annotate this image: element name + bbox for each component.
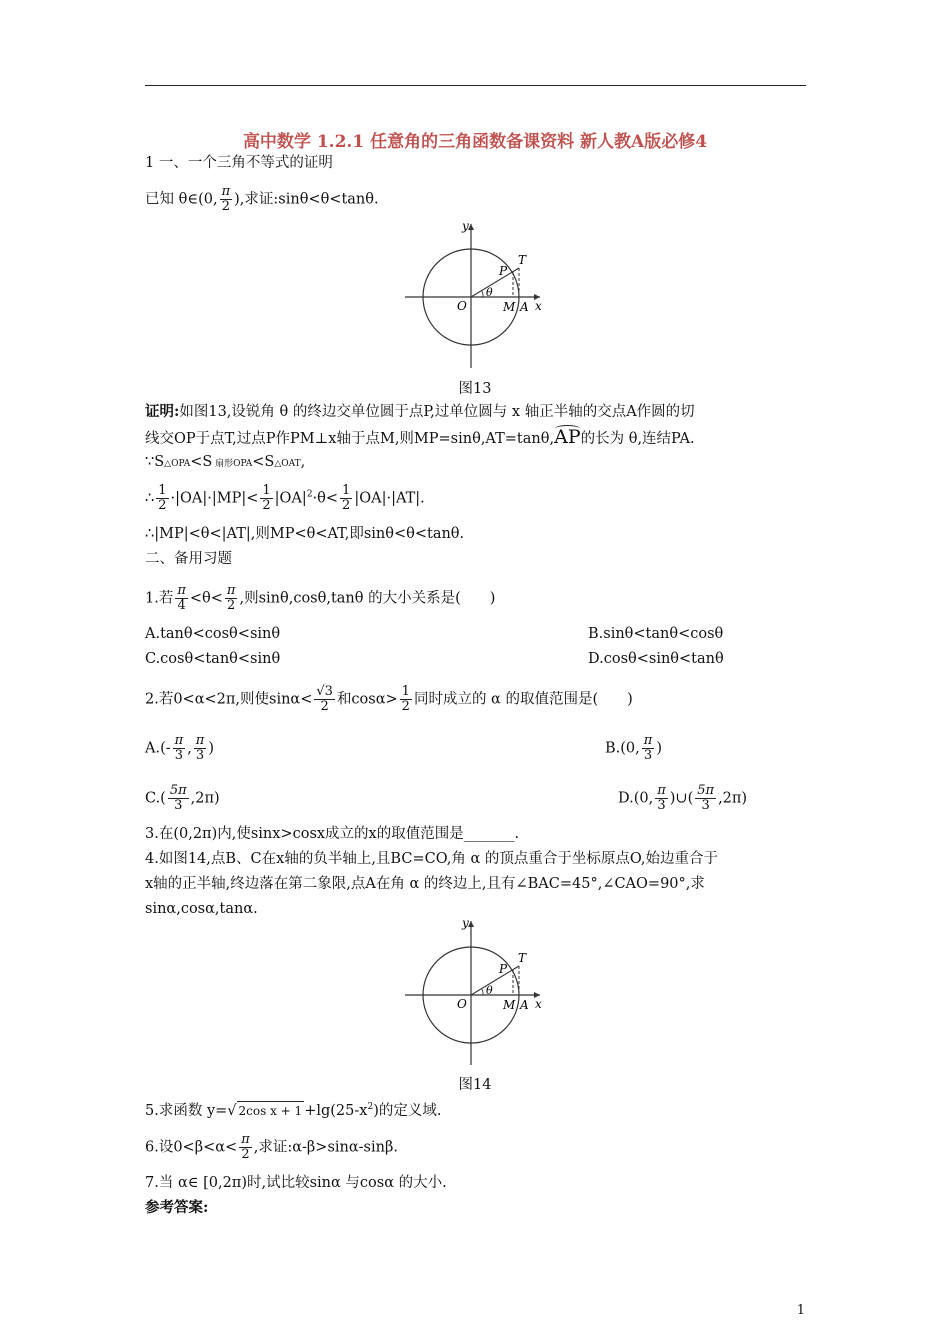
frac-den: 2 xyxy=(158,498,167,513)
frac-den: 3 xyxy=(174,748,184,763)
q2-post: 同时成立的 α 的取值范围是( ) xyxy=(413,691,633,708)
t4e: |OA|·|AT|. xyxy=(354,490,425,507)
b-pre: B.(0, xyxy=(605,740,640,757)
q1-pre: 1.若 xyxy=(145,590,174,607)
proof-line-1 xyxy=(145,403,695,421)
frac xyxy=(173,734,186,763)
frac xyxy=(194,734,207,763)
q2-pre: 2.若0<α<2π,则使sinα< xyxy=(145,691,313,708)
label-theta: θ xyxy=(486,984,493,997)
fraction-pi-over-2 xyxy=(220,185,233,214)
given-text-post: ),求证:sinθ<θ<tanθ. xyxy=(234,191,379,208)
q1-option-A: A.tanθ<cosθ<sinθ xyxy=(145,626,281,642)
question-5: 5.求函数 y=√ 2cos $x + 1 +\lg(25-x^2)$的定义域. xyxy=(145,1102,442,1119)
sub-OPA: △OPA xyxy=(164,459,191,469)
frac-num: 1 xyxy=(342,483,351,498)
angle-arc xyxy=(482,291,483,297)
frac-den: 4 xyxy=(177,598,186,613)
frac-num: π xyxy=(657,783,666,798)
frac xyxy=(168,784,189,813)
label-y: y xyxy=(462,219,469,233)
label-theta: θ xyxy=(486,286,493,299)
label-T: T xyxy=(518,951,527,965)
frac-num: 1 xyxy=(158,483,167,498)
frac-num: 1 xyxy=(262,483,271,498)
frac xyxy=(642,734,655,763)
t3b: <S xyxy=(190,454,213,470)
t3a: ∵S xyxy=(145,454,165,470)
proof-line-3 xyxy=(145,453,305,473)
unit-circle-figure-13 xyxy=(400,218,550,373)
label-M: M xyxy=(503,300,516,314)
sub-OAT: △OAT xyxy=(274,459,301,469)
sup-2: 2 xyxy=(306,489,313,500)
q5-post: )的定义域. xyxy=(373,1102,442,1119)
sup-2: 2 xyxy=(367,1102,374,1112)
proof-text-2b: 的长为 θ,连结PA. xyxy=(580,431,695,447)
frac-den: 3 xyxy=(195,748,205,763)
label-P: P xyxy=(499,962,508,976)
frac-den: 2 xyxy=(227,598,236,613)
label-y: y xyxy=(462,916,469,930)
t3d: , xyxy=(300,454,306,470)
question-6 xyxy=(145,1133,398,1162)
q5-pre: 5.求函数 y= xyxy=(145,1102,228,1119)
question-2 xyxy=(145,685,633,714)
q6-post: ,求证:α-β>sinα-sinβ. xyxy=(253,1139,398,1156)
t4b: ·|OA|·|MP|< xyxy=(170,490,259,507)
label-P: P xyxy=(499,264,508,278)
frac-den: 3 xyxy=(657,798,666,813)
frac-pi-2 xyxy=(225,584,238,613)
unit-circle-figure-14 xyxy=(400,915,550,1070)
q2-option-A xyxy=(145,734,214,763)
b-post: ) xyxy=(656,740,662,757)
d-mid: )∪( xyxy=(669,790,694,807)
q5-mid: +lg(25-x xyxy=(304,1102,368,1119)
a-pre: A.(- xyxy=(145,740,171,757)
question-4-line-3: sinα,cosα,tanα. xyxy=(145,901,258,917)
q1-post: ,则sinθ,cosθ,tanθ 的大小关系是( ) xyxy=(239,590,496,607)
frac-den: 3 xyxy=(643,748,653,763)
frac-num: π xyxy=(221,184,231,199)
frac-num: 1 xyxy=(401,684,410,699)
label-x: x xyxy=(535,997,542,1011)
sub-sector: 扇形OPA xyxy=(212,459,253,469)
frac-half-2 xyxy=(260,484,272,513)
a-post: ) xyxy=(208,740,215,757)
t4d: ·θ< xyxy=(312,490,339,507)
given-text-pre: 已知 θ∈(0, xyxy=(145,191,218,208)
d-pre: D.(0, xyxy=(618,790,654,807)
frac-num: π xyxy=(241,1132,250,1147)
figure-13-caption: 图13 xyxy=(458,381,492,397)
proof-text-1: 如图13,设锐角 θ 的终边交单位圆于点P,过单位圆与 x 轴正半轴的交点A作圆的切 xyxy=(179,404,695,420)
therefore: ∴ xyxy=(145,490,155,507)
t3c: <S xyxy=(252,454,275,470)
label-M: M xyxy=(503,998,516,1012)
frac-den: 3 xyxy=(174,798,183,813)
frac-den: 2 xyxy=(401,699,410,714)
y-axis-arrow xyxy=(468,224,474,230)
c-pre: C.( xyxy=(145,790,166,807)
proof-text-2a: 线交OP于点T,过点P作PM⊥x轴于点M,则MP=sinθ,AT=tanθ, xyxy=(145,431,555,447)
d-post: ,2π) xyxy=(718,790,748,807)
frac-num: π xyxy=(174,733,184,748)
t4c: |OA| xyxy=(274,490,307,507)
terminal-side-OT xyxy=(471,268,519,297)
frac-num: π xyxy=(177,583,186,598)
q2-option-D xyxy=(618,784,747,813)
frac-den: 3 xyxy=(701,798,710,813)
frac-den: 2 xyxy=(221,199,230,214)
header-rule xyxy=(145,85,806,86)
angle-arc xyxy=(482,989,483,995)
frac-half-3 xyxy=(340,484,352,513)
terminal-side-OT xyxy=(471,966,519,995)
label-x: x xyxy=(535,299,542,313)
q1-option-D: D.cosθ<sinθ<tanθ xyxy=(588,651,724,667)
frac-num: π xyxy=(195,733,205,748)
frac-den: 2 xyxy=(262,498,271,513)
label-O: O xyxy=(457,997,467,1011)
section-1-heading: 1 一、一个三角不等式的证明 xyxy=(145,155,333,171)
figure-14-caption: 图14 xyxy=(458,1077,492,1093)
question-3: 3.在(0,2π)内,使sinx>cosx成立的x的取值范围是_______. xyxy=(145,826,520,842)
frac-num: 5π xyxy=(169,783,187,798)
frac-num: π xyxy=(643,733,653,748)
question-7: 7.当 α∈ [0,2π)时,试比较sinα 与cosα 的大小. xyxy=(145,1175,447,1191)
frac-num: √3 xyxy=(316,684,333,699)
label-A: A xyxy=(520,300,529,314)
q5-radicand: 2cos x + 1 xyxy=(237,1101,305,1120)
frac xyxy=(655,784,668,813)
frac-num: π xyxy=(226,583,236,598)
q2-option-C xyxy=(145,784,220,813)
frac-sqrt3-2 xyxy=(314,685,335,714)
frac-den: 2 xyxy=(320,699,329,714)
frac-den: 2 xyxy=(241,1147,250,1162)
label-O: O xyxy=(457,299,467,313)
proof-line-5: ∴|MP|<θ<|AT|,则MP<θ<AT,即sinθ<θ<tanθ. xyxy=(145,526,465,542)
arc-AP: AP xyxy=(554,426,581,448)
label-A: A xyxy=(520,998,529,1012)
a-mid: , xyxy=(187,740,192,757)
frac-pi-2 xyxy=(239,1133,252,1162)
frac-pi-4 xyxy=(175,584,188,613)
q2-mid: 和cosα> xyxy=(336,691,398,708)
question-1 xyxy=(145,584,495,613)
proof-label: 证明: xyxy=(145,403,180,420)
label-T: T xyxy=(518,253,527,267)
q6-pre: 6.设0<β<α< xyxy=(145,1139,238,1156)
frac-half-1 xyxy=(156,484,168,513)
q1-option-B: B.sinθ<tanθ<cosθ xyxy=(588,626,724,642)
answers-label: 参考答案: xyxy=(145,1199,209,1216)
question-4-line-1: 4.如图14,点B、C在x轴的负半轴上,且BC=CO,角 α 的顶点重合于坐标原点O,始边重合于 xyxy=(145,851,718,867)
proof-line-2 xyxy=(145,428,695,448)
frac-1-2 xyxy=(400,685,412,714)
q1-mid: <θ< xyxy=(189,590,223,607)
page-title: 高中数学 1.2.1 任意角的三角函数备课资料 新人教A版必修4 xyxy=(242,132,708,152)
given-statement xyxy=(145,185,379,214)
c-post: ,2π) xyxy=(190,790,220,807)
frac-num: 5π xyxy=(697,783,715,798)
page-number: 1 xyxy=(796,1303,805,1318)
frac-den: 2 xyxy=(342,498,351,513)
q2-option-B xyxy=(605,734,662,763)
y-axis-arrow xyxy=(468,921,474,927)
section-2-heading: 二、备用习题 xyxy=(145,551,232,567)
frac xyxy=(695,784,716,813)
question-4-line-2: x轴的正半轴,终边落在第二象限,点A在角 α 的终边上,且有∠BAC=45°,∠CAO=90°,求 xyxy=(145,876,705,892)
proof-line-4 xyxy=(145,484,425,513)
q1-option-C: C.cosθ<tanθ<sinθ xyxy=(145,651,281,667)
